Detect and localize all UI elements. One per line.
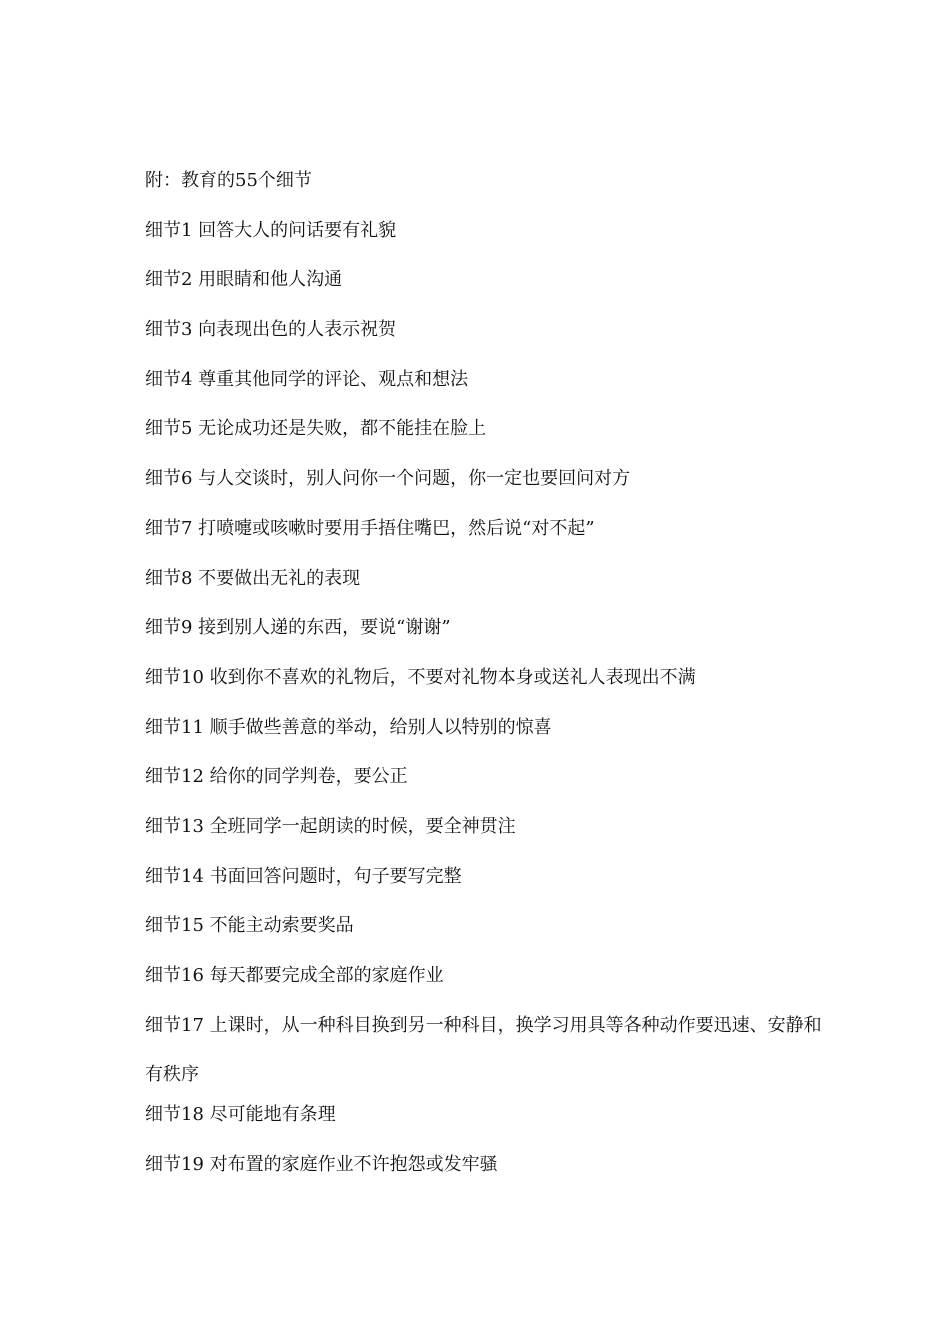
document-body xyxy=(145,166,825,1199)
list-item: 细节15 不能主动索要奖品 xyxy=(145,915,354,937)
list-item: 细节18 尽可能地有条理 xyxy=(145,1104,336,1126)
list-item: 细节19 对布置的家庭作业不许抱怨或发牢骚 xyxy=(145,1153,498,1175)
list-item: 细节5 无论成功还是失败，都不能挂在脸上 xyxy=(145,418,487,440)
list-item: 细节1 回答大人的问话要有礼貌 xyxy=(145,219,397,241)
list-item: 细节12 给你的同学判卷，要公正 xyxy=(145,766,408,788)
list-item: 细节17 上课时，从一种科目换到另一种科目，换学习用具等各种动作要迅速、安静和有秩序 xyxy=(145,1014,822,1086)
list-item: 细节8 不要做出无礼的表现 xyxy=(145,567,361,589)
list-item: 细节2 用眼睛和他人沟通 xyxy=(145,269,343,291)
list-item: 细节16 每天都要完成全部的家庭作业 xyxy=(145,965,444,986)
list-item: 细节6 与人交谈时，别人问你一个问题，你一定也要回问对方 xyxy=(145,468,631,490)
list-item: 细节7 打喷嚏或咳嗽时要用手捂住嘴巴，然后说“对不起” xyxy=(145,517,595,539)
list-item: 细节3 向表现出色的人表示祝贺 xyxy=(145,319,397,341)
list-item: 细节13 全班同学一起朗读的时候，要全神贯注 xyxy=(145,815,516,837)
list-item: 细节11 顺手做些善意的举动，给别人以特别的惊喜 xyxy=(145,716,552,738)
list-item: 细节14 书面回答问题时，句子要写完整 xyxy=(145,865,462,887)
list-item: 细节9 接到别人递的东西，要说“谢谢” xyxy=(145,617,451,639)
document-heading: 附：教育的55个细节 xyxy=(145,170,312,191)
list-item: 细节10 收到你不喜欢的礼物后，不要对礼物本身或送礼人表现出不满 xyxy=(145,666,696,688)
list-item: 细节4 尊重其他同学的评论、观点和想法 xyxy=(145,368,469,390)
